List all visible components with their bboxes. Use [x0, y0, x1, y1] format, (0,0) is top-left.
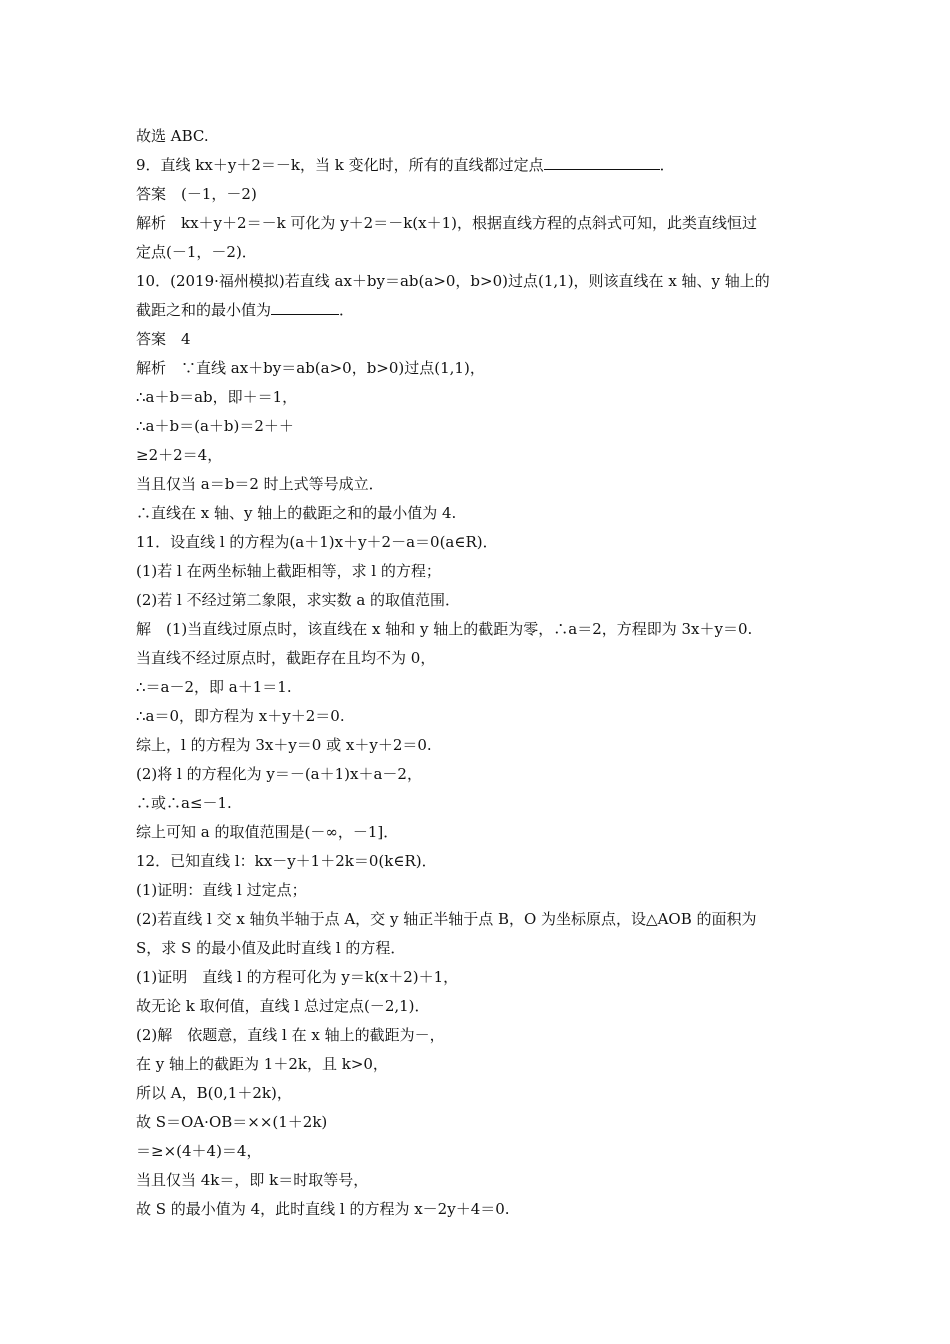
- text-line: ∴a＝0，即方程为 x＋y＋2＝0.: [136, 707, 345, 725]
- text-line: 故 S 的最小值为 4，此时直线 l 的方程为 x－2y＋4＝0.: [136, 1200, 510, 1218]
- question-11: 11．设直线 l 的方程为(a＋1)x＋y＋2－a＝0(a∈R)．: [136, 533, 498, 551]
- text-line: (1)若 l 在两坐标轴上截距相等，求 l 的方程；: [136, 562, 441, 580]
- text-line: ∴＝a－2，即 a＋1＝1.: [136, 678, 292, 696]
- text-line: 在 y 轴上的截距为 1＋2k，且 k>0，: [136, 1055, 388, 1073]
- answer-10: 答案 4: [136, 330, 191, 348]
- text-line: 定点(－1，－2)．: [136, 243, 257, 261]
- text-line: 故 S＝OA·OB＝××(1＋2k): [136, 1113, 328, 1131]
- text-line: 当且仅当 a＝b＝2 时上式等号成立．: [136, 475, 384, 493]
- answer-9: 答案 (－1，－2): [136, 185, 257, 203]
- text-line: (1)证明：直线 l 过定点；: [136, 881, 307, 899]
- text-line: (2)若 l 不经过第二象限，求实数 a 的取值范围．: [136, 591, 461, 609]
- question-9: 9．直线 kx＋y＋2＝－k，当 k 变化时，所有的直线都过定点 ．: [136, 151, 826, 180]
- text-line: (2)若直线 l 交 x 轴负半轴于点 A，交 y 轴正半轴于点 B，O 为坐标原点，设△AOB 的面积为: [136, 910, 757, 928]
- solution-11: 解 (1)当直线过原点时，该直线在 x 轴和 y 轴上的截距为零，∴a＝2，方程即为 3x＋y＝0.: [136, 620, 753, 638]
- text-line: 截距之和的最小值为 ．: [136, 296, 826, 325]
- text-line: 综上可知 a 的取值范围是(－∞，－1]．: [136, 823, 399, 841]
- answer-blank: [544, 151, 660, 170]
- text-line: 故无论 k 取何值，直线 l 总过定点(－2,1)．: [136, 997, 430, 1015]
- text-line: ∴a＋b＝ab，即＋＝1，: [136, 388, 298, 406]
- text-line: (2)将 l 的方程化为 y＝－(a＋1)x＋a－2，: [136, 765, 422, 783]
- text-line: 所以 A，B(0,1＋2k)，: [136, 1084, 292, 1102]
- proof-12: (1)证明 直线 l 的方程可化为 y＝k(x＋2)＋1，: [136, 968, 459, 986]
- text-line: ∴或∴a≤－1.: [136, 794, 232, 812]
- text-line: 当直线不经过原点时，截距存在且均不为 0，: [136, 649, 436, 667]
- text-line: ＝≥×(4＋4)＝4，: [136, 1142, 262, 1160]
- text-line: ≥2＋2＝4，: [136, 446, 223, 464]
- text-line: 故选 ABC.: [136, 127, 209, 145]
- text-line: ∴直线在 x 轴、y 轴上的截距之和的最小值为 4.: [136, 504, 457, 522]
- question-10: 10．(2019·福州模拟)若直线 ax＋by＝ab(a>0，b>0)过点(1,1)，则该直线在 x 轴、y 轴上的: [136, 272, 770, 290]
- question-12: 12．已知直线 l：kx－y＋1＋2k＝0(k∈R)．: [136, 852, 437, 870]
- answer-blank: [271, 296, 339, 315]
- text-line: S，求 S 的最小值及此时直线 l 的方程．: [136, 939, 406, 957]
- text-line: 当且仅当 4k＝，即 k＝时取等号，: [136, 1171, 369, 1189]
- text-line: ∴a＋b＝(a＋b)＝2＋＋: [136, 417, 294, 435]
- analysis-10: 解析 ∵直线 ax＋by＝ab(a>0，b>0)过点(1,1)，: [136, 359, 485, 377]
- text-line: 综上，l 的方程为 3x＋y＝0 或 x＋y＋2＝0.: [136, 736, 432, 754]
- document-page: [136, 122, 826, 1224]
- solution-12: (2)解 依题意，直线 l 在 x 轴上的截距为－，: [136, 1026, 445, 1044]
- analysis-9: 解析 kx＋y＋2＝－k 可化为 y＋2＝－k(x＋1)，根据直线方程的点斜式可知，此类直线恒过: [136, 214, 758, 232]
